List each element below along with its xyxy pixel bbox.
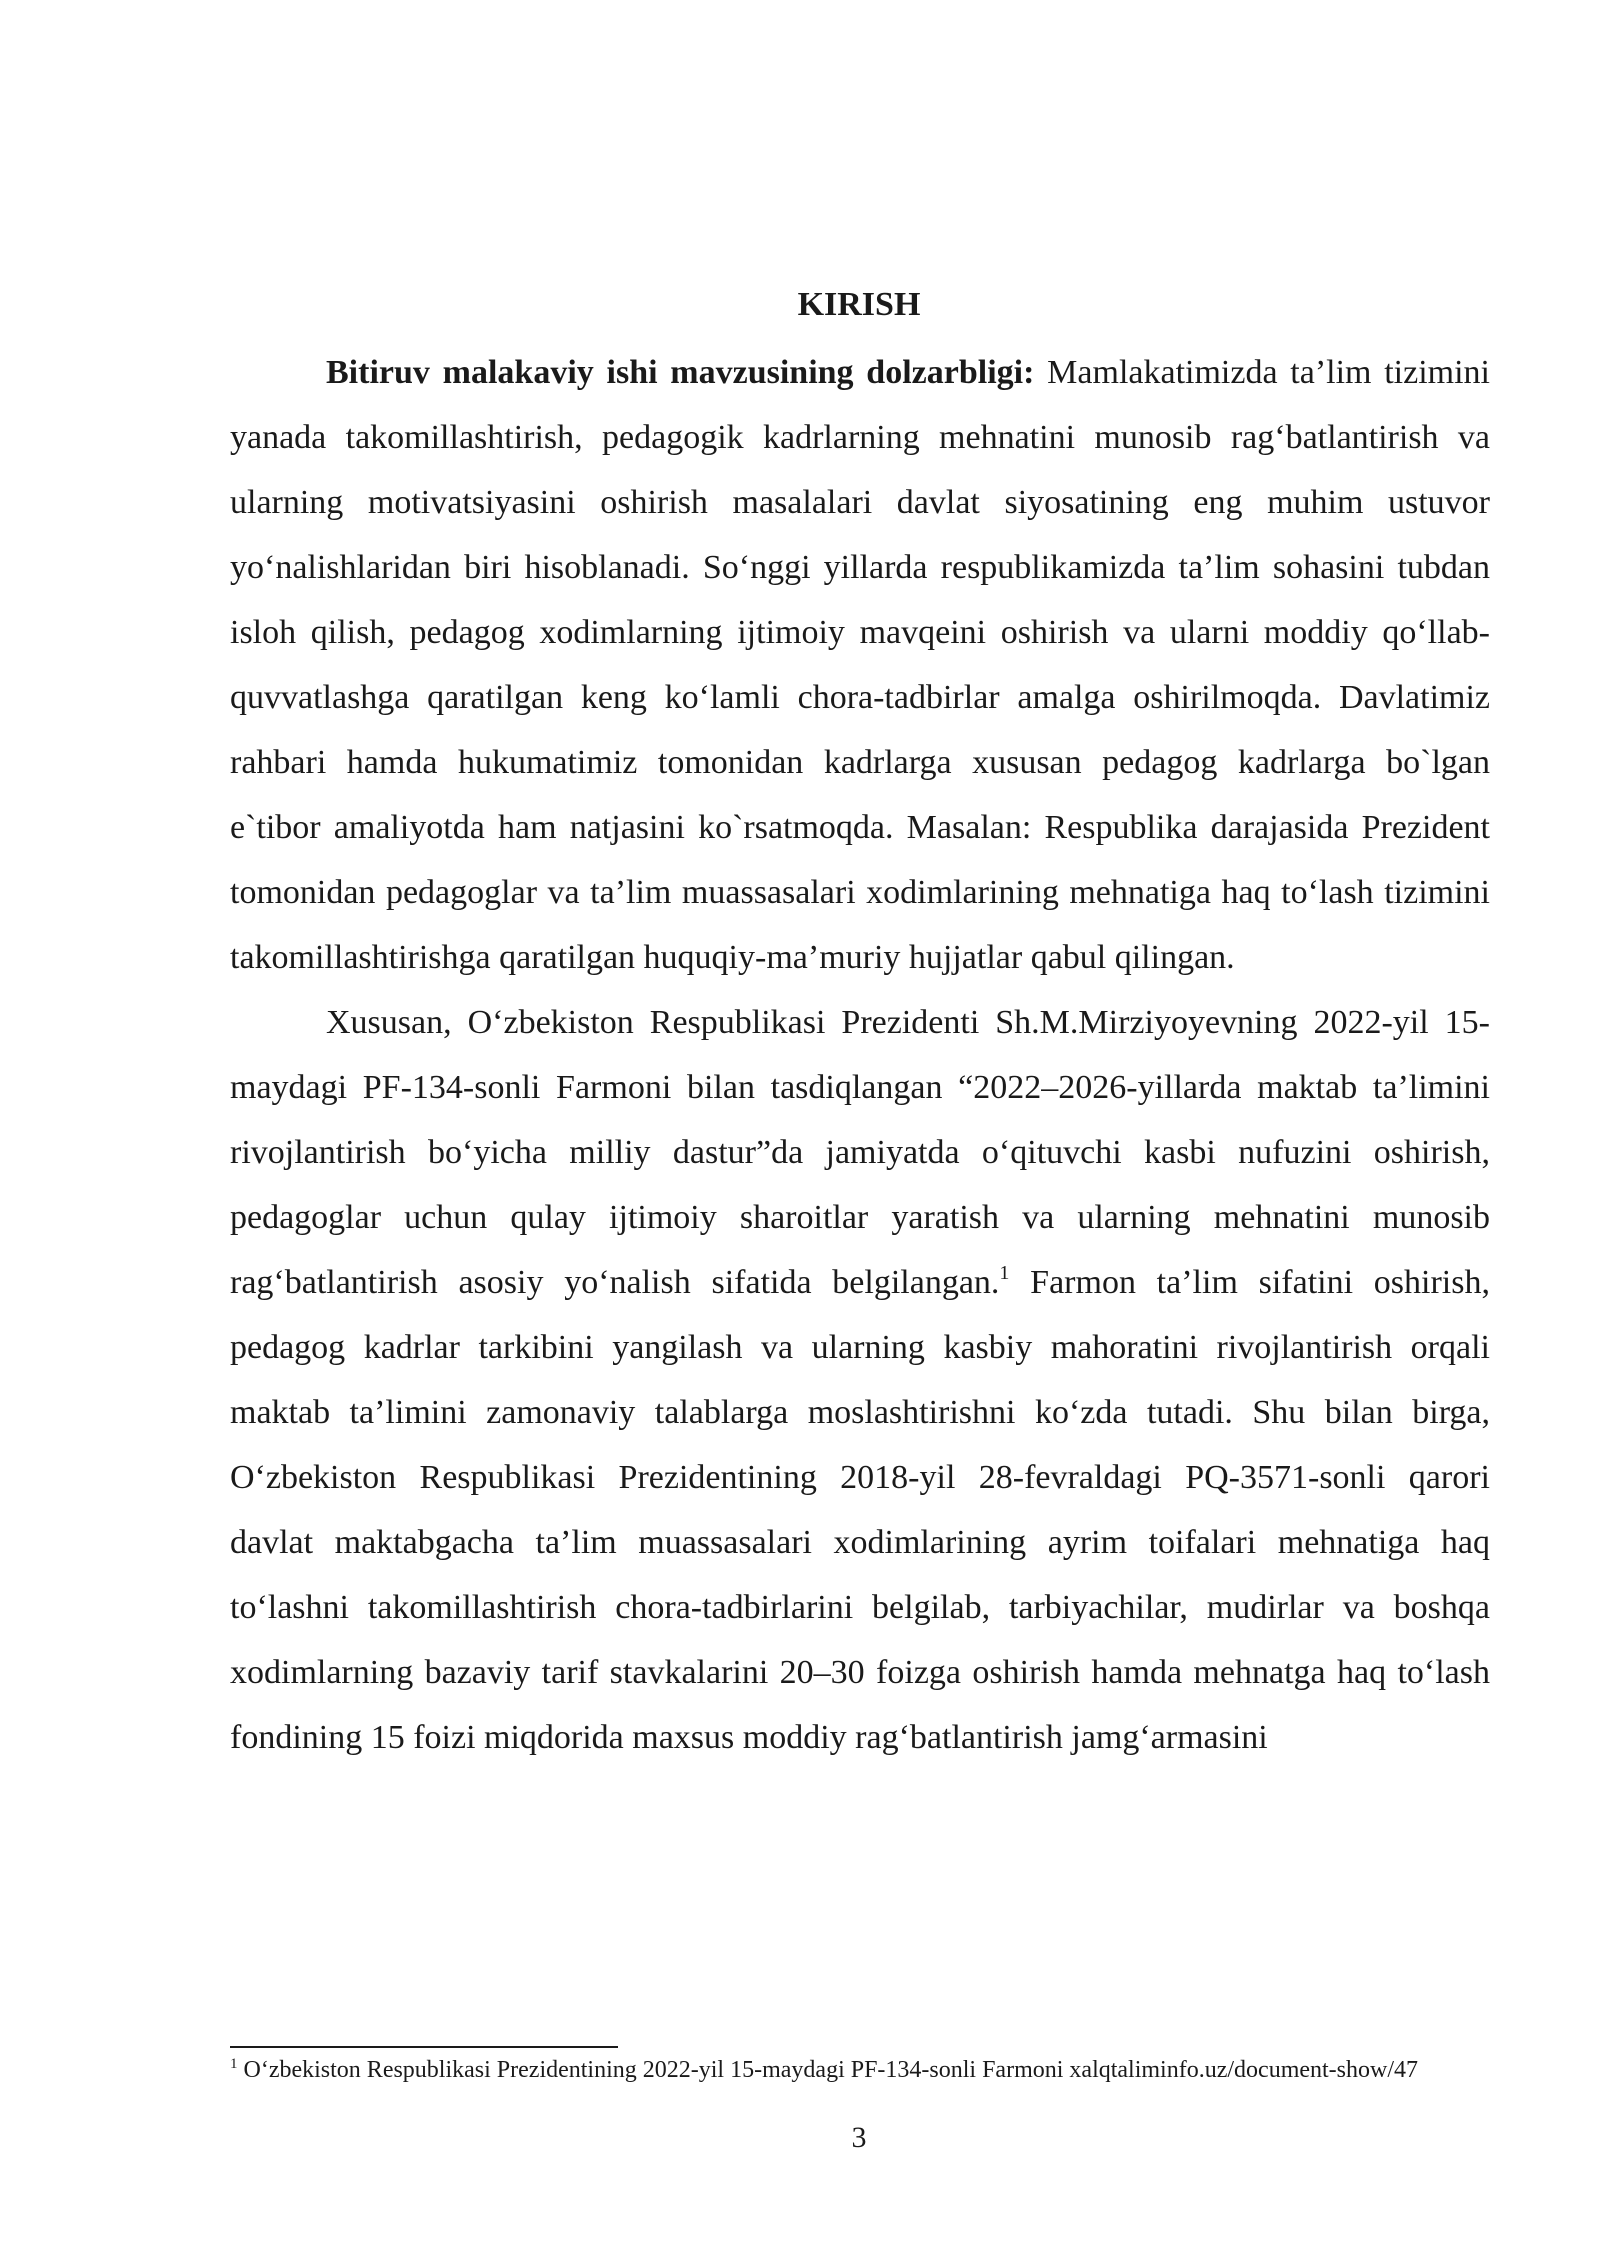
footnote bbox=[230, 2054, 1492, 2086]
paragraph-text: Mamlakatimizda ta’lim tizimini yanada takomillashtirish, pedagogik kadrlarning mehnatini munosib rag‘batlantirish va ularning motivatsiyasini oshirish masalalari davlat siyosatining eng muhim ustuvor yo‘nalishlaridan biri hisoblanadi. So‘nggi yillarda respublikamizda ta’lim sohasini tubdan isloh qilish, pedagog xodimlarning ijtimoiy mavqeini oshirish va ularni moddiy qo‘llab-quvvatlashga qaratilgan keng ko‘lamli chora-tadbirlar amalga oshirilmoqda. Davlatimiz rahbari hamda hukumatimiz tomonidan kadrlarga xususan pedagog kadrlarga bo`lgan e`tibor amaliyotda ham natjasini ko`rsatmoqda. Masalan: Respublika darajasida Prezident tomonidan pedagoglar va ta’lim muassasalari xodimlarining mehnatiga haq to‘lash tizimini takomillashtirishga qaratilgan huquqiy-ma’muriy hujjatlar qabul qilingan. bbox=[230, 354, 1490, 976]
footnote-number: 1 bbox=[230, 2056, 238, 2072]
paragraph-relevance bbox=[230, 340, 1490, 990]
page-number: 3 bbox=[851, 2121, 867, 2154]
paragraph-lead: Bitiruv malakaviy ishi mavzusining dolzarbligi: bbox=[326, 354, 1035, 391]
paragraph-text: Xususan, O‘zbekiston Respublikasi Prezidenti Sh.M.Mirziyoyevning 2022-yil 15-maydagi PF-134-sonli Farmoni bilan tasdiqlangan “2022–2026-yillarda maktab ta’limini rivojlantirish bo‘yicha milliy dastur”da jamiyatda o‘qituvchi kasbi nufuzini oshirish, pedagoglar uchun qulay ijtimoiy sharoitlar yaratish va ularning mehnatini munosib rag‘batlantirish asosiy yo‘nalish sifatida belgilangan. bbox=[230, 1004, 1490, 1301]
paragraph-decrees bbox=[230, 990, 1490, 1770]
footnote-reference[interactable]: 1 bbox=[999, 1262, 1010, 1284]
footnote-text: O‘zbekiston Respublikasi Prezidentining 2022-yil 15-maydagi PF-134-sonli Farmoni xalqtaliminfo.uz/document-show/47 bbox=[237, 2057, 1419, 2083]
body-text bbox=[230, 340, 1490, 1770]
paragraph-text: Farmon ta’lim sifatini oshirish, pedagog kadrlar tarkibini yangilash va ularning kasbiy mahoratini rivojlantirish orqali maktab ta’limini zamonaviy talablarga moslashtirishni ko‘zda tutadi. Shu bilan birga, O‘zbekiston Respublikasi Prezidentining 2018-yil 28-fevraldagi PQ-3571-sonli qarori davlat maktabgacha ta’lim muassasalari xodimlarining ayrim toifalari mehnatiga haq to‘lashni takomillashtirish chora-tadbirlarini belgilab, tarbiyachilar, mudirlar va boshqa xodimlarning bazaviy tarif stavkalarini 20–30 foizga oshirish hamda mehnatga haq to‘lash fondining 15 foizi miqdorida maxsus moddiy rag‘batlantirish jamg‘armasini bbox=[230, 1264, 1490, 1756]
footnote-divider bbox=[230, 2046, 618, 2048]
page-heading: KIRISH bbox=[797, 286, 921, 323]
